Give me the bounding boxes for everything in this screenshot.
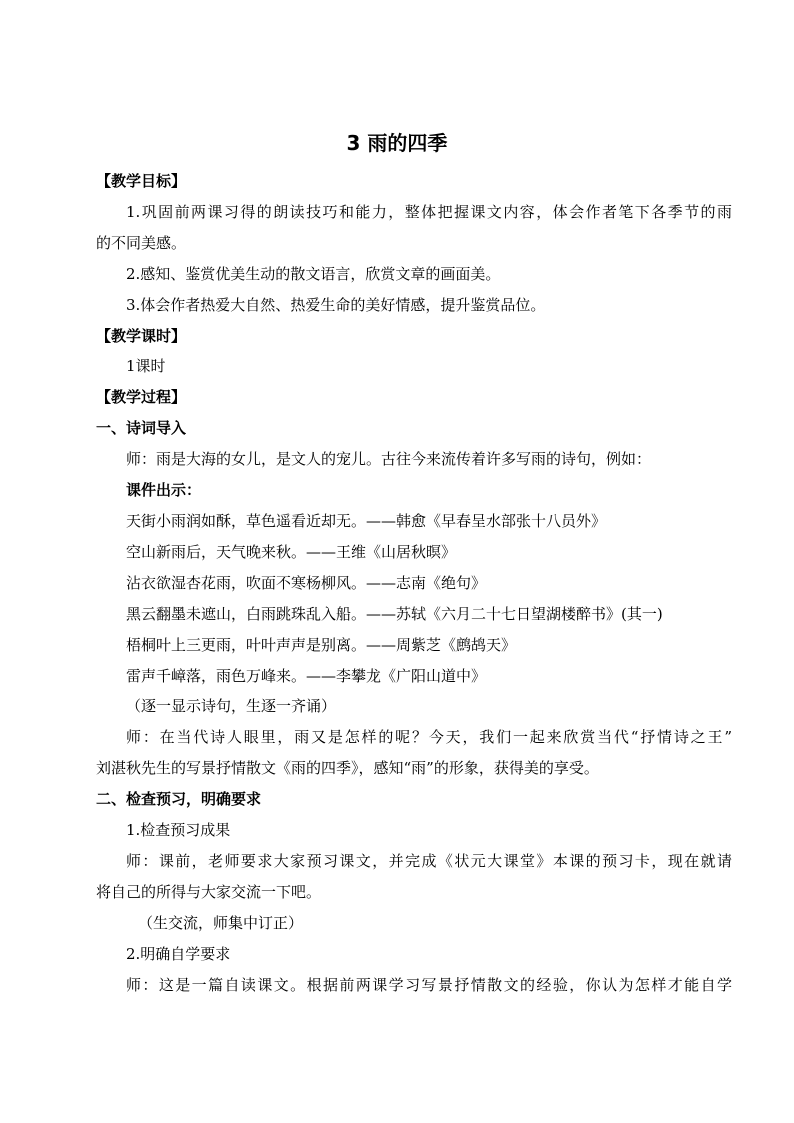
item-check-preview: 1.检查预习成果 [126,821,231,840]
section-heading-teaching-goals: 【教学目标】 [96,172,187,190]
subheading-check-preview: 二、检查预习，明确要求 [96,790,262,809]
poem-line: 沾衣欲湿杏花雨，吹面不寒杨柳风。——志南《绝句》 [126,573,487,592]
poem-line: 空山新雨后，天气晚来秋。——王维《山居秋暝》 [126,542,457,561]
poem-line: 梧桐叶上三更雨，叶叶声声是别离。——周紫芝《鹧鸪天》 [126,635,517,654]
paragraph-teacher-transition-continued: 刘湛秋先生的写景抒情散文《雨的四季》，感知“雨”的形象，获得美的享受。 [96,759,599,778]
item-self-study-requirements: 2.明确自学要求 [126,944,231,963]
subheading-poem-intro: 一、诗词导入 [96,419,187,438]
paragraph-goal-3: 3.体会作者热爱大自然、热爱生命的美好情感，提升鉴赏品位。 [126,295,546,314]
paragraph-teacher-preview: 师：课前，老师要求大家预习课文，并完成《状元大课堂》本课的预习卡，现在就请 [126,851,732,870]
paragraph-teacher-preview-continued: 将自己的所得与大家交流一下吧。 [96,882,322,901]
document-title: 3 雨的四季 [346,131,448,155]
paragraph-class-hours: 1课时 [126,357,166,376]
paragraph-teacher-intro: 师：雨是大海的女儿，是文人的宠儿。古往今来流传着许多写雨的诗句，例如： [126,450,652,469]
paragraph-goal-1: 1.巩固前两课习得的朗读技巧和能力，整体把握课文内容，体会作者笔下各季节的雨 [126,202,732,221]
paragraph-teacher-transition: 师：在当代诗人眼里，雨又是怎样的呢？今天，我们一起来欣赏当代“抒情诗之王” [126,728,732,747]
paragraph-goal-2: 2.感知、鉴赏优美生动的散文语言，欣赏文章的画面美。 [126,264,501,283]
stage-direction: （逐一显示诗句，生逐一齐诵） [126,697,337,716]
stage-direction: （生交流，师集中订正） [138,913,304,932]
poem-line: 黑云翻墨未遮山，白雨跳珠乱入船。——苏轼《六月二十七日望湖楼醉书》(其一) [126,604,663,623]
section-heading-class-hours: 【教学课时】 [96,326,187,345]
paragraph-goal-1-continued: 的不同美感。 [96,233,187,252]
section-heading-teaching-process: 【教学过程】 [96,388,187,407]
poem-line: 雷声千嶂落，雨色万峰来。——李攀龙《广阳山道中》 [126,666,487,685]
paragraph-teacher-self-study: 师：这是一篇自读课文。根据前两课学习写景抒情散文的经验，你认为怎样才能自学 [126,975,732,994]
poem-line: 天街小雨润如酥，草色遥看近却无。——韩愈《早春呈水部张十八员外》 [126,511,607,530]
label-courseware: 课件出示： [126,481,202,500]
document-body [96,166,732,1000]
